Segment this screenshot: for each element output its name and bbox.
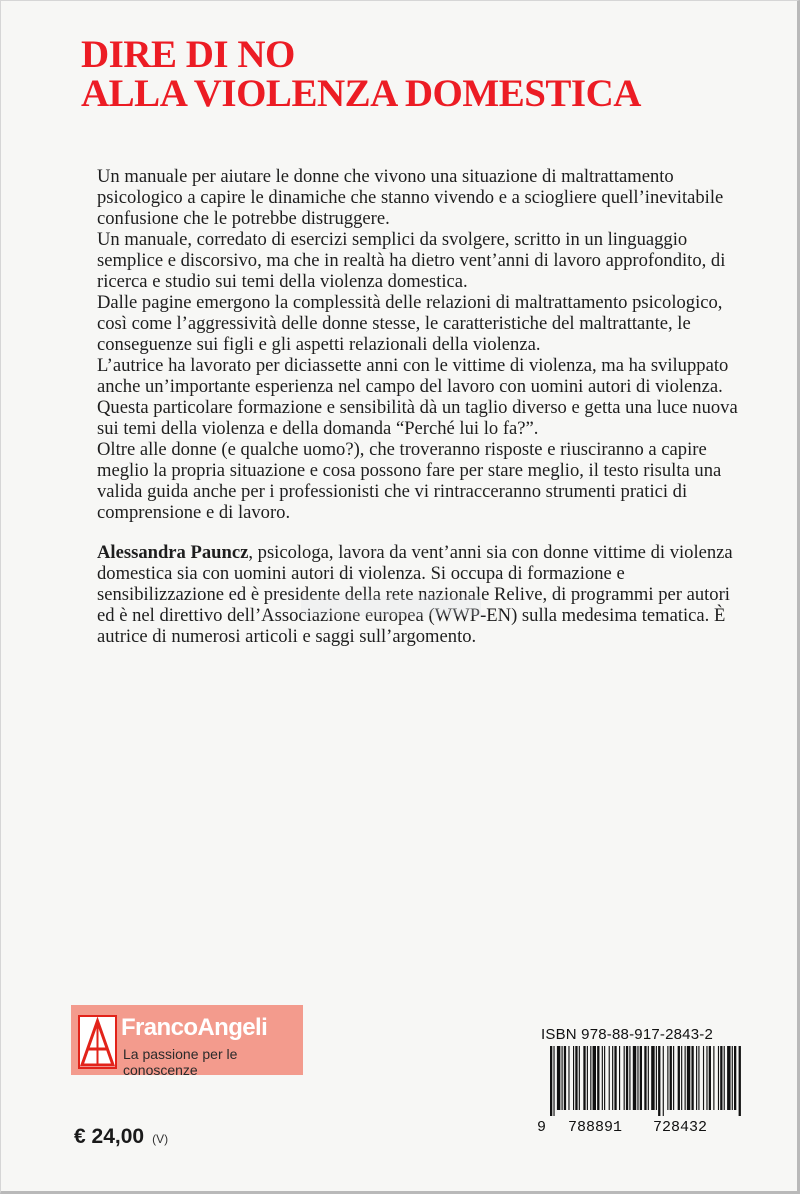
barcode-bar bbox=[562, 1046, 563, 1110]
barcode-bar bbox=[656, 1046, 657, 1110]
barcode-bar bbox=[727, 1046, 730, 1110]
author-bio bbox=[97, 542, 742, 647]
barcode-bar bbox=[550, 1046, 552, 1116]
barcode-bar bbox=[663, 1046, 664, 1116]
author-bio-text: , psicologa, lavora da vent’anni sia con donne vittime di violenza domestica sia con uomini autori di violenza. Si occupa di formazione e sensibilizzazione ed è presidente della rete nazionale Relive, di programmi per autori ed è nel direttivo dell’Associazione europea (WWP-EN) sulla medesima tematica. È autrice di numerosi articoli e saggi sull’argomento. bbox=[97, 542, 733, 647]
barcode-bar bbox=[575, 1046, 577, 1110]
publisher-name: FrancoAngeli bbox=[121, 1014, 268, 1041]
price bbox=[74, 1125, 168, 1149]
price-amount: € 24,00 bbox=[74, 1125, 145, 1148]
barcode-bar bbox=[670, 1046, 672, 1110]
barcode-bar bbox=[614, 1046, 616, 1110]
barcode-bar bbox=[718, 1046, 719, 1110]
barcode-bar bbox=[681, 1046, 682, 1110]
description-paragraph: L’autrice ha lavorato per diciassette anni con le vittime di violenza, ma ha sviluppato anche un’importante esperienza nel campo del lavoro con uomini autori di violenza. Questa particolare formazione e sensibilità dà un taglio diverso e getta una luce nuova sui temi della violenza e della domanda “Perché lui lo fa?”. bbox=[97, 355, 738, 439]
barcode-digit-first: 9 bbox=[537, 1119, 547, 1136]
barcode-bar bbox=[583, 1046, 585, 1110]
title-line-2: ALLA VIOLENZA DOMESTICA bbox=[81, 72, 641, 115]
book-title bbox=[81, 35, 641, 113]
barcode-bar bbox=[619, 1046, 620, 1110]
author-name: Alessandra Pauncz bbox=[97, 542, 249, 563]
barcode-bar bbox=[640, 1046, 642, 1110]
barcode-bar bbox=[696, 1046, 697, 1110]
barcode bbox=[548, 1046, 743, 1116]
barcode-bar bbox=[703, 1046, 704, 1110]
barcode-bar bbox=[644, 1046, 646, 1110]
barcode-bar bbox=[732, 1046, 733, 1110]
barcode-bar bbox=[602, 1046, 603, 1110]
barcode-digits-right: 728432 bbox=[653, 1119, 708, 1136]
description-paragraph: Un manuale per aiutare le donne che vivono una situazione di maltrattamento psicologico a capire le dinamiche che stanno vivendo e a sciogliere quell’inevitabile confusione che le potrebbe distruggere. bbox=[97, 166, 724, 229]
barcode-bar bbox=[553, 1046, 554, 1116]
barcode-bar bbox=[612, 1046, 613, 1110]
barcode-bar bbox=[587, 1046, 588, 1110]
publisher-logo bbox=[71, 1005, 303, 1078]
publisher-tagline: La passione per le conoscenze bbox=[123, 1046, 238, 1078]
watermark bbox=[301, 596, 481, 616]
barcode-bar bbox=[739, 1046, 741, 1116]
barcode-bar bbox=[709, 1046, 711, 1110]
barcode-bar bbox=[573, 1046, 574, 1110]
barcode-bar bbox=[624, 1046, 625, 1110]
barcode-bar bbox=[713, 1046, 714, 1110]
barcode-bar bbox=[648, 1046, 649, 1110]
barcode-bar bbox=[604, 1046, 605, 1110]
barcode-bar bbox=[658, 1046, 660, 1116]
barcode-bar bbox=[597, 1046, 599, 1110]
barcode-bar bbox=[720, 1046, 722, 1110]
barcode-bar bbox=[609, 1046, 610, 1110]
isbn-label: ISBN 978-88-917-2843-2 bbox=[541, 1026, 714, 1043]
barcode-bar bbox=[579, 1046, 580, 1110]
book-description bbox=[97, 166, 742, 523]
description-paragraph: Dalle pagine emergono la complessità delle relazioni di maltrattamento psicologico, così come l’aggressività delle donne stesse, le caratteristiche del maltrattante, le conseguenze sui figli e gli aspetti relazionali della violenza. bbox=[97, 292, 723, 355]
barcode-bar bbox=[706, 1046, 707, 1110]
barcode-digits-left: 788891 bbox=[568, 1119, 623, 1136]
barcode-bar bbox=[564, 1046, 566, 1110]
barcode-bar bbox=[590, 1046, 591, 1110]
description-paragraph: Oltre alle donne (e qualche uomo?), che troveranno risposte e riusciranno a capire meglio la propria situazione e cosa possono fare per stare meglio, il testo risulta una valida guida anche per i professionisti che vi rintracceranno strumenti pratici di comprensione e di lavoro. bbox=[97, 439, 722, 523]
barcode-bar bbox=[629, 1046, 630, 1110]
barcode-bar bbox=[557, 1046, 560, 1110]
barcode-bar bbox=[678, 1046, 680, 1110]
barcode-bar bbox=[667, 1046, 668, 1110]
barcode-bar bbox=[724, 1046, 725, 1110]
barcode-bar bbox=[698, 1046, 699, 1110]
barcode-bar bbox=[691, 1046, 693, 1110]
title-line-1: DIRE DI NO bbox=[81, 33, 295, 76]
barcode-bar bbox=[633, 1046, 636, 1110]
barcode-bar bbox=[568, 1046, 569, 1110]
barcode-bar bbox=[734, 1046, 736, 1110]
description-paragraph: Un manuale, corredato di esercizi semplici da svolgere, scritto in un linguaggio semplice e discorsivo, ma che in realtà ha dietro vent’anni di lavoro approfondito, di ricerca e studio sui temi della violenza domestica. bbox=[97, 229, 726, 292]
barcode-bar bbox=[651, 1046, 654, 1110]
francoangeli-logo-icon bbox=[78, 1015, 117, 1069]
barcode-bar bbox=[593, 1046, 596, 1110]
barcode-bar bbox=[637, 1046, 638, 1110]
barcode-bar bbox=[687, 1046, 690, 1110]
barcode-bar bbox=[685, 1046, 686, 1110]
barcode-bar bbox=[626, 1046, 628, 1110]
barcode-bar bbox=[673, 1046, 674, 1110]
price-note: (V) bbox=[152, 1132, 169, 1146]
